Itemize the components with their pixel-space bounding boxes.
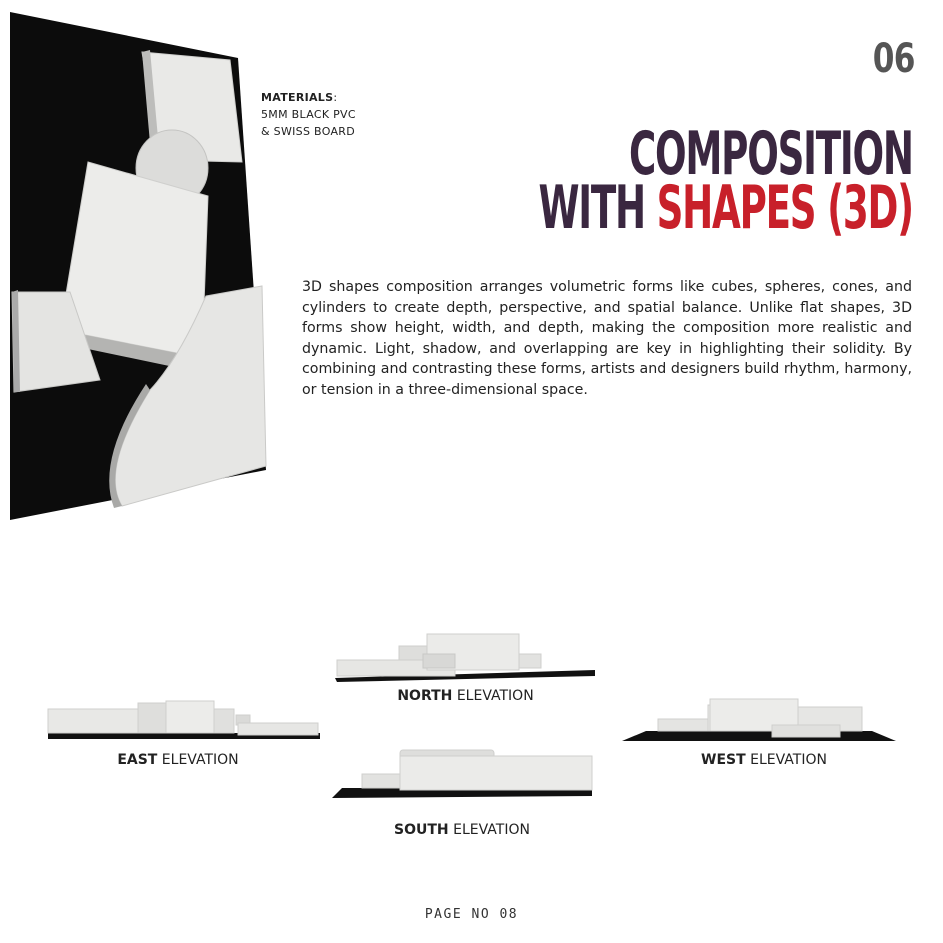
east-label-rest: ELEVATION <box>157 752 239 768</box>
east-label-bold: EAST <box>117 752 158 768</box>
composition-model-photo <box>0 0 280 530</box>
north-elevation-label <box>333 688 598 704</box>
south-label-bold: SOUTH <box>394 822 449 838</box>
title-line-1: COMPOSITION <box>629 119 913 189</box>
page-number-footer: PAGE NO 08 <box>424 907 519 922</box>
west-label-rest: ELEVATION <box>745 752 827 768</box>
north-elevation-photo <box>333 630 598 682</box>
east-elevation-label <box>46 752 310 768</box>
title-accent: SHAPES (3D) <box>656 173 913 243</box>
materials-line-2: & SWISS BOARD <box>261 125 355 138</box>
materials-label: MATERIALS <box>261 91 334 104</box>
materials-line-1: 5MM BLACK PVC <box>261 108 356 121</box>
title-line-2-prefix: WITH <box>538 173 657 243</box>
title-line-2 <box>538 173 913 243</box>
description-paragraph: 3D shapes composition arranges volumetric forms like cubes, spheres, cones, and cylinders to create depth, perspective, and spatial balance. Unlike flat shapes, 3D forms show height, width, and depth, making the composition more realistic and dynamic. Light, shadow, and overlapping are key in highlighting their solidity. By combining and contrasting these forms, artists and designers build rhythm, harmony, or tension in a three-dimensional space. <box>302 279 912 398</box>
west-elevation-photo <box>620 695 897 743</box>
west-base <box>622 731 896 741</box>
section-number: 06 <box>873 36 915 82</box>
north-label-bold: NORTH <box>397 688 453 704</box>
west-elevation-label <box>630 752 898 768</box>
materials-note <box>261 89 356 140</box>
south-label-rest: ELEVATION <box>448 822 530 838</box>
south-elevation-photo <box>330 748 594 800</box>
north-label-rest: ELEVATION <box>452 688 534 704</box>
east-elevation-photo <box>46 697 322 743</box>
south-elevation-label <box>330 822 594 838</box>
west-label-bold: WEST <box>701 752 746 768</box>
materials-colon: : <box>333 91 338 104</box>
